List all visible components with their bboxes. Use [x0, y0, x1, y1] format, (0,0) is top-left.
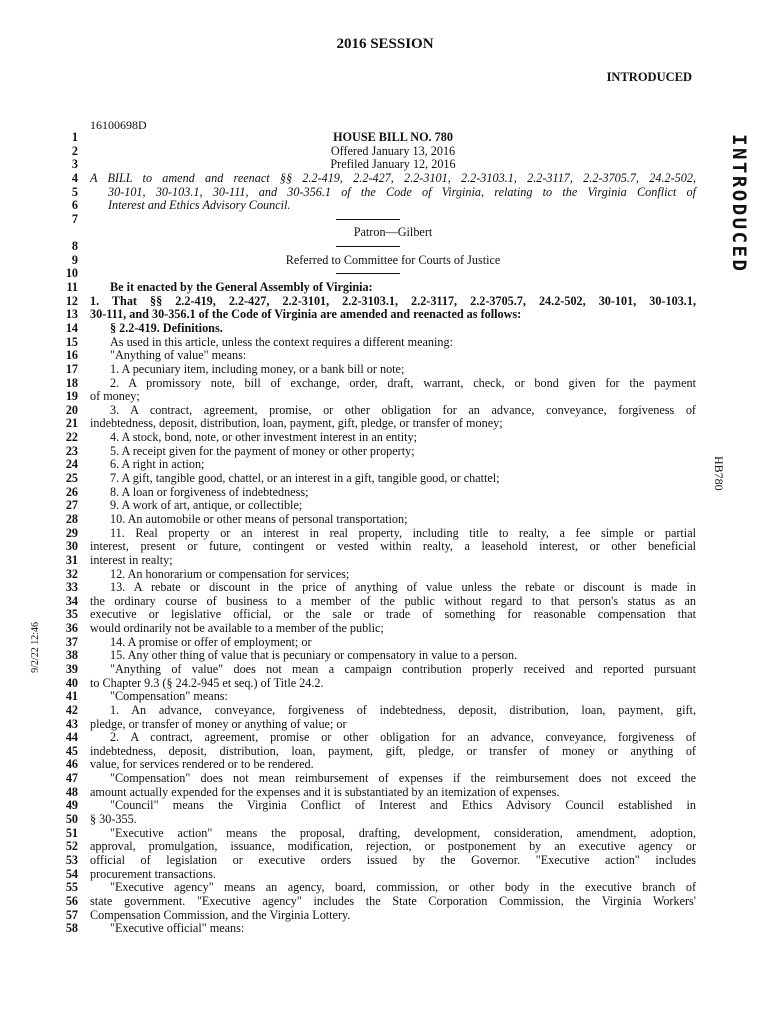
line-number: 40 — [65, 675, 78, 690]
line-number: 8 — [71, 239, 78, 254]
line-number: 32 — [65, 566, 78, 581]
bill-line — [40, 581, 696, 595]
bill-line — [40, 281, 696, 295]
line-text: 6. A right in action; — [110, 457, 205, 472]
line-text: value, for services rendered or to be rendered. — [90, 757, 314, 772]
line-text: Interest and Ethics Advisory Council. — [108, 198, 291, 213]
line-text: state government. "Executive agency" includes the State Corporation Commission, the Virginia Workers' — [90, 893, 696, 908]
line-text: HOUSE BILL NO. 780 — [333, 130, 453, 144]
line-text: 1. An advance, conveyance, forgiveness of indebtedness, deposit, distribution, loan, payment, gift, — [110, 702, 696, 717]
bill-line — [40, 145, 696, 159]
line-text: "Compensation" does not mean reimbursement of expenses if the reimbursement does not exceed the — [110, 771, 696, 786]
bill-line — [40, 363, 696, 377]
line-number: 13 — [65, 307, 78, 322]
line-text: 14. A promise or offer of employment; or — [110, 634, 312, 649]
line-number: 15 — [65, 334, 78, 349]
line-number: 34 — [65, 593, 78, 608]
bill-line — [40, 909, 696, 923]
bill-line — [40, 758, 696, 772]
bill-line — [40, 349, 696, 363]
bill-line — [40, 131, 696, 145]
line-number: 39 — [65, 661, 78, 676]
line-number: 2 — [71, 143, 78, 158]
separator-rule — [336, 273, 400, 274]
bill-line — [40, 854, 696, 868]
line-number: 9 — [71, 252, 78, 267]
line-number: 35 — [65, 607, 78, 622]
bill-line — [40, 431, 696, 445]
line-text: "Executive action" means the proposal, drafting, development, consideration, amendment, adoption, — [110, 825, 696, 840]
bill-line — [40, 827, 696, 841]
bill-line — [40, 213, 696, 227]
line-number: 16 — [65, 348, 78, 363]
line-text: § 30-355. — [90, 812, 137, 827]
line-number: 20 — [65, 402, 78, 417]
line-number: 14 — [65, 320, 78, 335]
line-text: pledge, or transfer of money or anything of value; or — [90, 716, 347, 731]
line-text: executive or legislative official, or the sale or trade of something for reasonable compensation that — [90, 607, 696, 622]
line-text: indebtedness, deposit, distribution, loan, payment, gift, pledge, or transfer of money or anything of — [90, 743, 696, 758]
line-number: 36 — [65, 621, 78, 636]
bill-line — [40, 158, 696, 172]
line-number: 48 — [65, 784, 78, 799]
line-text: 12. An honorarium or compensation for services; — [110, 566, 350, 581]
line-text: the ordinary course of business to a member of the public without regard to that person's status as an — [90, 593, 696, 608]
bill-line — [40, 731, 696, 745]
line-number: 38 — [65, 648, 78, 663]
line-text: 4. A stock, bond, note, or other investment interest in an entity; — [110, 430, 418, 445]
bill-short-label: HB780 — [712, 456, 726, 491]
bill-line — [40, 513, 696, 527]
line-number: 42 — [65, 702, 78, 717]
line-number: 10 — [65, 266, 78, 281]
bill-line — [40, 377, 696, 391]
line-text: 7. A gift, tangible good, chattel, or an interest in a gift, tangible good, or chattel; — [110, 471, 500, 486]
line-text: 30-101, 30-103.1, 30-111, and 30-356.1 of the Code of Virginia, relating to the Virginia Conflict of — [108, 184, 696, 199]
line-text: interest, present or future, contingent or vested within realty, a leasehold interest, or other beneficial — [90, 539, 696, 554]
line-text: "Executive agency" means an agency, board, commission, or other body in the executive branch of — [110, 880, 696, 895]
line-text: approval, promulgation, issuance, modification, rejection, or postponement by an executive agency or — [90, 839, 696, 854]
bill-line — [40, 295, 696, 309]
bill-line — [40, 745, 696, 759]
line-number: 33 — [65, 580, 78, 595]
bill-line — [40, 622, 696, 636]
line-text: § 2.2-419. Definitions. — [110, 320, 223, 335]
line-number: 52 — [65, 839, 78, 854]
line-text: 1. That §§ 2.2-419, 2.2-427, 2.2-3101, 2.2-3103.1, 2.2-3117, 2.2-3705.7, 24.2-502, 30-101, 30-103.1, — [90, 293, 696, 308]
bill-line — [40, 486, 696, 500]
bill-line — [40, 677, 696, 691]
separator-rule — [336, 246, 400, 247]
line-text: Prefiled January 12, 2016 — [330, 157, 456, 172]
bill-line — [40, 568, 696, 582]
line-number: 22 — [65, 430, 78, 445]
line-number: 41 — [65, 689, 78, 704]
line-number: 11 — [66, 280, 78, 295]
line-text: "Council" means the Virginia Conflict of Interest and Ethics Advisory Council established in — [110, 798, 696, 813]
line-text: Compensation Commission, and the Virginia Lottery. — [90, 907, 351, 922]
line-number: 28 — [65, 511, 78, 526]
bill-line — [40, 663, 696, 677]
line-number: 45 — [65, 743, 78, 758]
bill-line — [40, 472, 696, 486]
line-text: interest in realty; — [90, 552, 173, 567]
introduced-stamp: INTRODUCED — [728, 134, 750, 274]
bill-line — [40, 336, 696, 350]
line-text: 3. A contract, agreement, promise, or other obligation for an advance, conveyance, forgiveness of — [110, 402, 696, 417]
bill-line — [40, 267, 696, 281]
line-text: 30-111, and 30-356.1 of the Code of Virginia are amended and reenacted as follows: — [90, 307, 522, 322]
line-text: of money; — [90, 389, 140, 404]
bill-line — [40, 199, 696, 213]
line-text: Be it enacted by the General Assembly of Virginia: — [110, 280, 373, 295]
line-number: 1 — [71, 130, 78, 144]
bill-line — [40, 445, 696, 459]
bill-id: 16100698D — [90, 118, 147, 132]
line-number: 49 — [65, 798, 78, 813]
line-number: 17 — [65, 361, 78, 376]
bill-line — [40, 636, 696, 650]
line-number: 44 — [65, 730, 78, 745]
line-text: 8. A loan or forgiveness of indebtedness; — [110, 484, 309, 499]
line-number: 3 — [71, 157, 78, 172]
line-number: 25 — [65, 471, 78, 486]
line-number: 55 — [65, 880, 78, 895]
line-text: "Anything of value" means: — [110, 348, 247, 363]
line-number: 23 — [65, 443, 78, 458]
bill-line — [40, 540, 696, 554]
line-number: 46 — [65, 757, 78, 772]
bill-status: INTRODUCED — [606, 70, 692, 84]
bill-line — [40, 499, 696, 513]
bill-line — [40, 417, 696, 431]
line-number: 27 — [65, 498, 78, 513]
bill-line — [40, 254, 696, 268]
line-number: 30 — [65, 539, 78, 554]
session-title: 2016 SESSION — [336, 36, 434, 52]
bill-line — [40, 922, 696, 936]
line-text: Patron—Gilbert — [353, 225, 433, 240]
line-number: 51 — [65, 825, 78, 840]
bill-line — [40, 799, 696, 813]
line-text: 2. A promissory note, bill of exchange, order, draft, warrant, check, or bond given for the payment — [110, 375, 696, 390]
line-number: 43 — [65, 716, 78, 731]
bill-line — [40, 172, 696, 186]
separator-rule — [336, 219, 400, 220]
bill-line — [40, 813, 696, 827]
line-number: 18 — [65, 375, 78, 390]
bill-line — [40, 868, 696, 882]
bill-line — [40, 186, 696, 200]
line-text: 10. An automobile or other means of personal transportation; — [110, 511, 408, 526]
bill-line — [40, 772, 696, 786]
line-number: 29 — [65, 525, 78, 540]
bill-line — [40, 718, 696, 732]
bill-line — [40, 595, 696, 609]
bill-line — [40, 226, 696, 240]
bill-line — [40, 554, 696, 568]
bill-line — [40, 840, 696, 854]
line-number: 21 — [65, 416, 78, 431]
line-number: 19 — [65, 389, 78, 404]
bill-line — [40, 881, 696, 895]
bill-line — [40, 608, 696, 622]
line-text: official of legislation or executive orders issued by the Governor. "Executive action" includes — [90, 852, 696, 867]
bill-line — [40, 786, 696, 800]
bill-line — [40, 458, 696, 472]
line-text: 1. A pecuniary item, including money, or a bank bill or note; — [110, 361, 405, 376]
bill-text-body — [40, 131, 696, 936]
line-number: 56 — [65, 893, 78, 908]
line-number: 47 — [65, 771, 78, 786]
line-text: amount actually expended for the expenses and it is substantiated by an itemization of expenses. — [90, 784, 560, 799]
line-number: 4 — [71, 170, 78, 185]
bill-line — [40, 704, 696, 718]
line-text: 11. Real property or an interest in real property, including title to realty, a fee simple or partial — [110, 525, 696, 540]
line-text: As used in this article, unless the context requires a different meaning: — [110, 334, 453, 349]
line-number: 50 — [65, 812, 78, 827]
line-text: 9. A work of art, antique, or collectible; — [110, 498, 303, 513]
line-text: "Anything of value" does not mean a campaign contribution properly received and reported pursuant — [110, 661, 696, 676]
bill-line — [40, 690, 696, 704]
line-text: Offered January 13, 2016 — [330, 143, 456, 158]
bill-line — [40, 895, 696, 909]
line-text: "Compensation" means: — [110, 689, 228, 704]
line-text: "Executive official" means: — [110, 921, 245, 936]
print-date: 9/2/22 12:46 — [30, 622, 41, 673]
line-text: indebtedness, deposit, distribution, loan, payment, gift, pledge, or transfer of money; — [90, 416, 503, 431]
line-number: 37 — [65, 634, 78, 649]
line-number: 7 — [71, 211, 78, 226]
line-number: 57 — [65, 907, 78, 922]
line-number: 6 — [71, 198, 78, 213]
line-number: 53 — [65, 852, 78, 867]
bill-line — [40, 527, 696, 541]
line-number: 24 — [65, 457, 78, 472]
line-number: 54 — [65, 866, 78, 881]
line-text: A BILL to amend and reenact §§ 2.2-419, 2.2-427, 2.2-3101, 2.2-3103.1, 2.2-3117, 2.2-3705.7, 24.2-502, — [90, 170, 696, 185]
line-text: 13. A rebate or discount in the price of anything of value unless the rebate or discount is made in — [110, 580, 696, 595]
line-number: 26 — [65, 484, 78, 499]
line-text: to Chapter 9.3 (§ 24.2-945 et seq.) of Title 24.2. — [90, 675, 324, 690]
line-text: 5. A receipt given for the payment of money or other property; — [110, 443, 415, 458]
bill-line — [40, 404, 696, 418]
bill-line — [40, 322, 696, 336]
line-text: 15. Any other thing of value that is pecuniary or compensatory in value to a person. — [110, 648, 518, 663]
line-number: 31 — [65, 552, 78, 567]
line-number: 12 — [65, 293, 78, 308]
line-number: 58 — [65, 921, 78, 936]
line-number: 5 — [71, 184, 78, 199]
bill-line — [40, 240, 696, 254]
bill-line — [40, 649, 696, 663]
line-text: 2. A contract, agreement, promise or other obligation for an advance, conveyance, forgiveness of — [110, 730, 696, 745]
line-text: procurement transactions. — [90, 866, 216, 881]
bill-line — [40, 308, 696, 322]
line-text: would ordinarily not be available to a member of the public; — [90, 621, 384, 636]
line-text: Referred to Committee for Courts of Justice — [285, 252, 501, 267]
bill-line — [40, 390, 696, 404]
